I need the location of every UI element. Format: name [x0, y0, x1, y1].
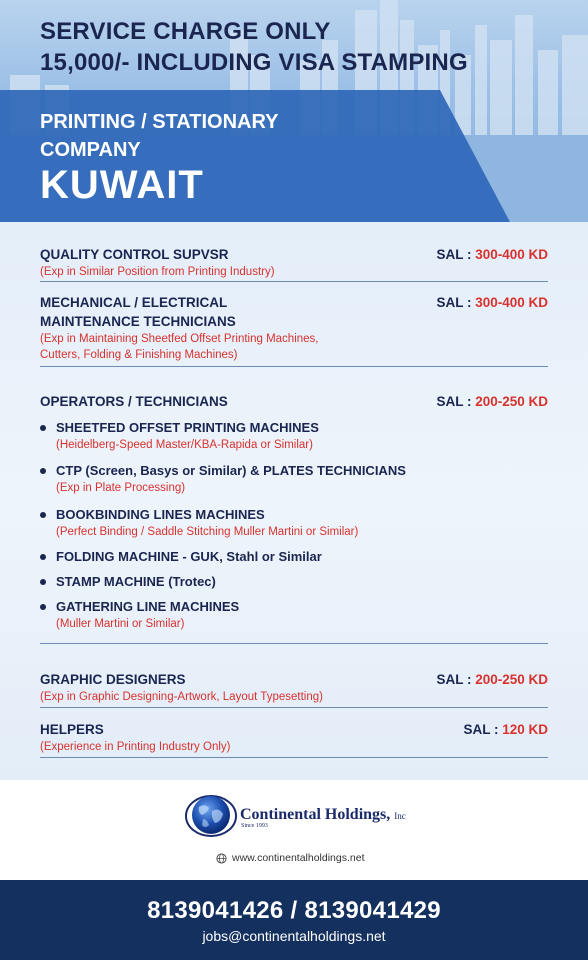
bullet-icon [40, 468, 46, 474]
job-title-line2: MAINTENANCE TECHNICIANS [40, 314, 236, 329]
list-item [40, 548, 548, 573]
machine-title: BOOKBINDING LINES MACHINES [56, 507, 265, 522]
job-title-line1: MECHANICAL / ELECTRICAL [40, 295, 228, 310]
job-requirement: (Exp in Graphic Designing-Artwork, Layout Typesetting) [40, 691, 323, 703]
service-charge-heading: SERVICE CHARGE ONLY 15,000/- INCLUDING VISA STAMPING [40, 18, 468, 76]
divider [40, 281, 548, 282]
bullet-icon [40, 579, 46, 585]
salary: SAL : 200-250 KD [436, 394, 548, 409]
list-item [40, 506, 548, 548]
job-quality-control [40, 245, 548, 280]
job-title: GRAPHIC DESIGNERS [40, 672, 186, 687]
machine-title: STAMP MACHINE (Trotec) [56, 574, 216, 589]
list-item [40, 419, 548, 462]
contact-footer [0, 880, 588, 960]
job-listings [0, 222, 588, 780]
job-requirement-line1: (Exp in Maintaining Sheetfed Offset Printing Machines, [40, 333, 319, 345]
job-requirement: (Exp in Similar Position from Printing Industry) [40, 266, 275, 278]
list-item [40, 462, 548, 506]
machine-title: GATHERING LINE MACHINES [56, 599, 240, 614]
salary: SAL : 300-400 KD [436, 295, 548, 310]
job-requirement: (Experience in Printing Industry Only) [40, 741, 231, 753]
machine-title: FOLDING MACHINE - GUK, Stahl or Similar [56, 549, 322, 564]
machine-note: (Heidelberg-Speed Master/KBA-Rapida or Similar) [56, 439, 313, 451]
job-graphic-designers [40, 670, 548, 705]
bullet-icon [40, 554, 46, 560]
machine-note: (Exp in Plate Processing) [56, 482, 186, 494]
company-logo-section [0, 780, 588, 880]
job-title: HELPERS [40, 722, 104, 737]
machine-title: SHEETFED OFFSET PRINTING MACHINES [56, 420, 319, 435]
job-title: OPERATORS / TECHNICIANS [40, 394, 228, 409]
job-operators-technicians [40, 392, 548, 411]
globe-icon [216, 853, 227, 864]
bullet-icon [40, 512, 46, 518]
job-helpers [40, 720, 548, 755]
salary: SAL : 120 KD [463, 722, 548, 737]
machine-note: (Perfect Binding / Saddle Stitching Muller Martini or Similar) [56, 526, 359, 538]
divider [40, 643, 548, 644]
header-banner [0, 0, 588, 222]
bullet-icon [40, 604, 46, 610]
list-item [40, 598, 548, 634]
divider [40, 707, 548, 708]
company-type: PRINTING / STATIONARY COMPANY [40, 111, 279, 161]
machine-title: CTP (Screen, Basys or Similar) & PLATES TECHNICIANS [56, 463, 406, 478]
job-requirement-line2: Cutters, Folding & Finishing Machines) [40, 349, 238, 361]
phone-numbers[interactable]: 8139041426 / 8139041429 [147, 897, 441, 924]
divider [40, 757, 548, 758]
salary: SAL : 300-400 KD [436, 247, 548, 262]
job-maintenance-technicians [40, 293, 548, 363]
country-title: KUWAIT [40, 163, 204, 207]
email-link[interactable]: jobs@continentalholdings.net [202, 928, 386, 944]
operator-machine-list [40, 419, 548, 634]
machine-note: (Muller Martini or Similar) [56, 618, 185, 630]
list-item [40, 573, 548, 598]
divider [40, 366, 548, 367]
salary: SAL : 200-250 KD [436, 672, 548, 687]
website-link[interactable]: www.continentalholdings.net [232, 852, 365, 864]
job-title: QUALITY CONTROL SUPVSR [40, 247, 229, 262]
bullet-icon [40, 425, 46, 431]
since-text: Since 1993 [241, 823, 268, 829]
company-name-logo: Continental Holdings, Inc [240, 806, 406, 823]
globe-logo-icon [185, 789, 237, 841]
